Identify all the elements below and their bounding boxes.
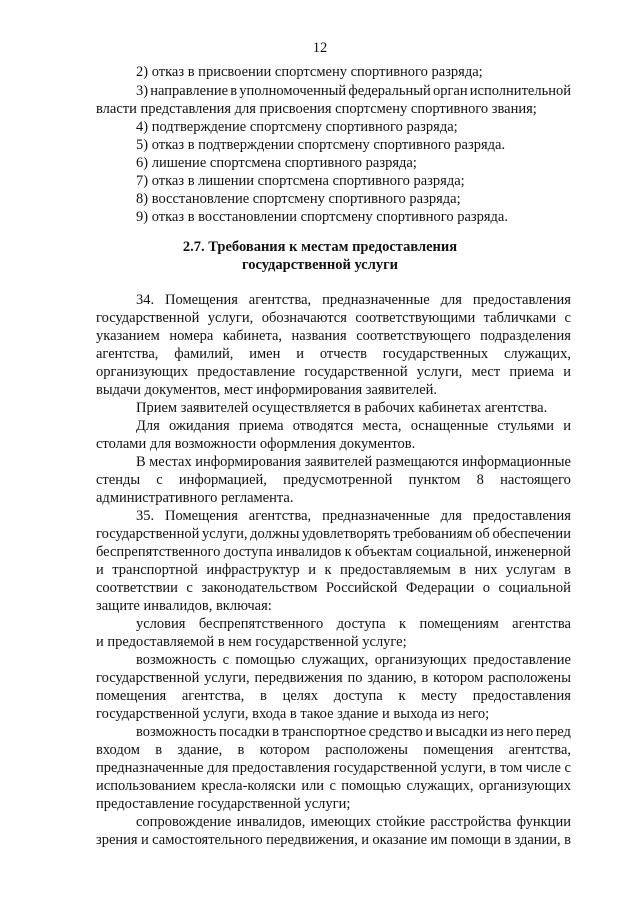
body-text-line: зрения и самостоятельного передвижения, и оказание им помощи в здании, в bbox=[96, 832, 571, 848]
list-item: 8) восстановление спортсмену спортивного разряда; bbox=[136, 191, 461, 207]
body-text-line: Прием заявителей осуществляется в рабочих кабинетах агентства. bbox=[136, 400, 548, 416]
body-text-line: организующих предоставление государственной услуги, мест приема и bbox=[96, 364, 571, 380]
body-text-line: использованием кресла-коляски или с помощью служащих, организующих bbox=[96, 778, 571, 794]
body-text-line: 34. Помещения агентства, предназначенные для предоставления bbox=[136, 292, 571, 308]
body-text-line: помещения агентства, в целях доступа к месту предоставления bbox=[96, 688, 571, 704]
page-number: 12 bbox=[312, 40, 328, 56]
list-item: власти представления для присвоения спортсмену спортивного звания; bbox=[96, 101, 537, 117]
body-text-line: стенды с информацией, предусмотренной пунктом 8 настоящего bbox=[96, 472, 571, 488]
body-text-line: беспрепятственного доступа инвалидов к объектам социальной, инженерной bbox=[96, 544, 571, 560]
list-item: 4) подтверждение спортсмену спортивного разряда; bbox=[136, 119, 458, 135]
body-text-line: государственной услуги, входа в такое здание и выхода из него; bbox=[96, 706, 490, 722]
list-item: 5) отказ в подтверждении спортсмену спортивного разряда. bbox=[136, 137, 506, 153]
body-text-line: указанием номера кабинета, названия соответствующего подразделения bbox=[96, 328, 571, 344]
body-text-line: административного регламента. bbox=[96, 490, 294, 506]
body-text-line: государственной услуги, должны удовлетворять требованиям об обеспечении bbox=[96, 526, 571, 542]
body-text-line: возможность с помощью служащих, организующих предоставление bbox=[136, 652, 571, 668]
body-text-line: В местах информирования заявителей размещаются информационные bbox=[136, 454, 571, 470]
body-text-line: государственной услуги, передвижения по зданию, в котором расположены bbox=[96, 670, 571, 686]
body-text-line: государственной услуги, обозначаются соответствующими табличками с bbox=[96, 310, 571, 326]
list-item: 9) отказ в восстановлении спортсмену спортивного разряда. bbox=[136, 209, 508, 225]
body-text-line: и транспортной инфраструктур и к предоставляемым в них услугам в bbox=[96, 562, 571, 578]
body-text-line: защите инвалидов, включая: bbox=[96, 598, 272, 614]
body-text-line: предоставление государственной услуги; bbox=[96, 796, 351, 812]
body-text-line: столами для возможности оформления документов. bbox=[96, 436, 416, 452]
body-text-line: Для ожидания приема отводятся места, оснащенные стульями и bbox=[136, 418, 571, 434]
body-text-line: предназначенные для предоставления государственной услуги, в том числе с bbox=[96, 760, 571, 776]
list-item: 3) направление в уполномоченный федеральный орган исполнительной bbox=[136, 83, 571, 99]
body-text-line: входом в здание, в котором расположены помещения агентства, bbox=[96, 742, 571, 758]
body-text-line: условия беспрепятственного доступа к помещениям агентства bbox=[136, 616, 571, 632]
section-title-line: 2.7. Требования к местам предоставления bbox=[182, 239, 458, 255]
body-text-line: соответствии с законодательством Российской Федерации о социальной bbox=[96, 580, 571, 596]
list-item: 6) лишение спортсмена спортивного разряда; bbox=[136, 155, 417, 171]
section-title-line: государственной услуги bbox=[241, 257, 399, 273]
body-text-line: выдачи документов, мест информирования заявителей. bbox=[96, 382, 438, 398]
body-text-line: возможность посадки в транспортное средство и высадки из него перед bbox=[136, 724, 571, 740]
list-item: 2) отказ в присвоении спортсмену спортивного разряда; bbox=[136, 64, 483, 80]
body-text-line: сопровождение инвалидов, имеющих стойкие расстройства функции bbox=[136, 814, 571, 830]
list-item: 7) отказ в лишении спортсмена спортивного разряда; bbox=[136, 173, 465, 189]
body-text-line: и предоставляемой в нем государственной услуге; bbox=[96, 634, 407, 650]
body-text-line: 35. Помещения агентства, предназначенные для предоставления bbox=[136, 508, 571, 524]
body-text-line: агентства, фамилий, имен и отчеств государственных служащих, bbox=[96, 346, 571, 362]
